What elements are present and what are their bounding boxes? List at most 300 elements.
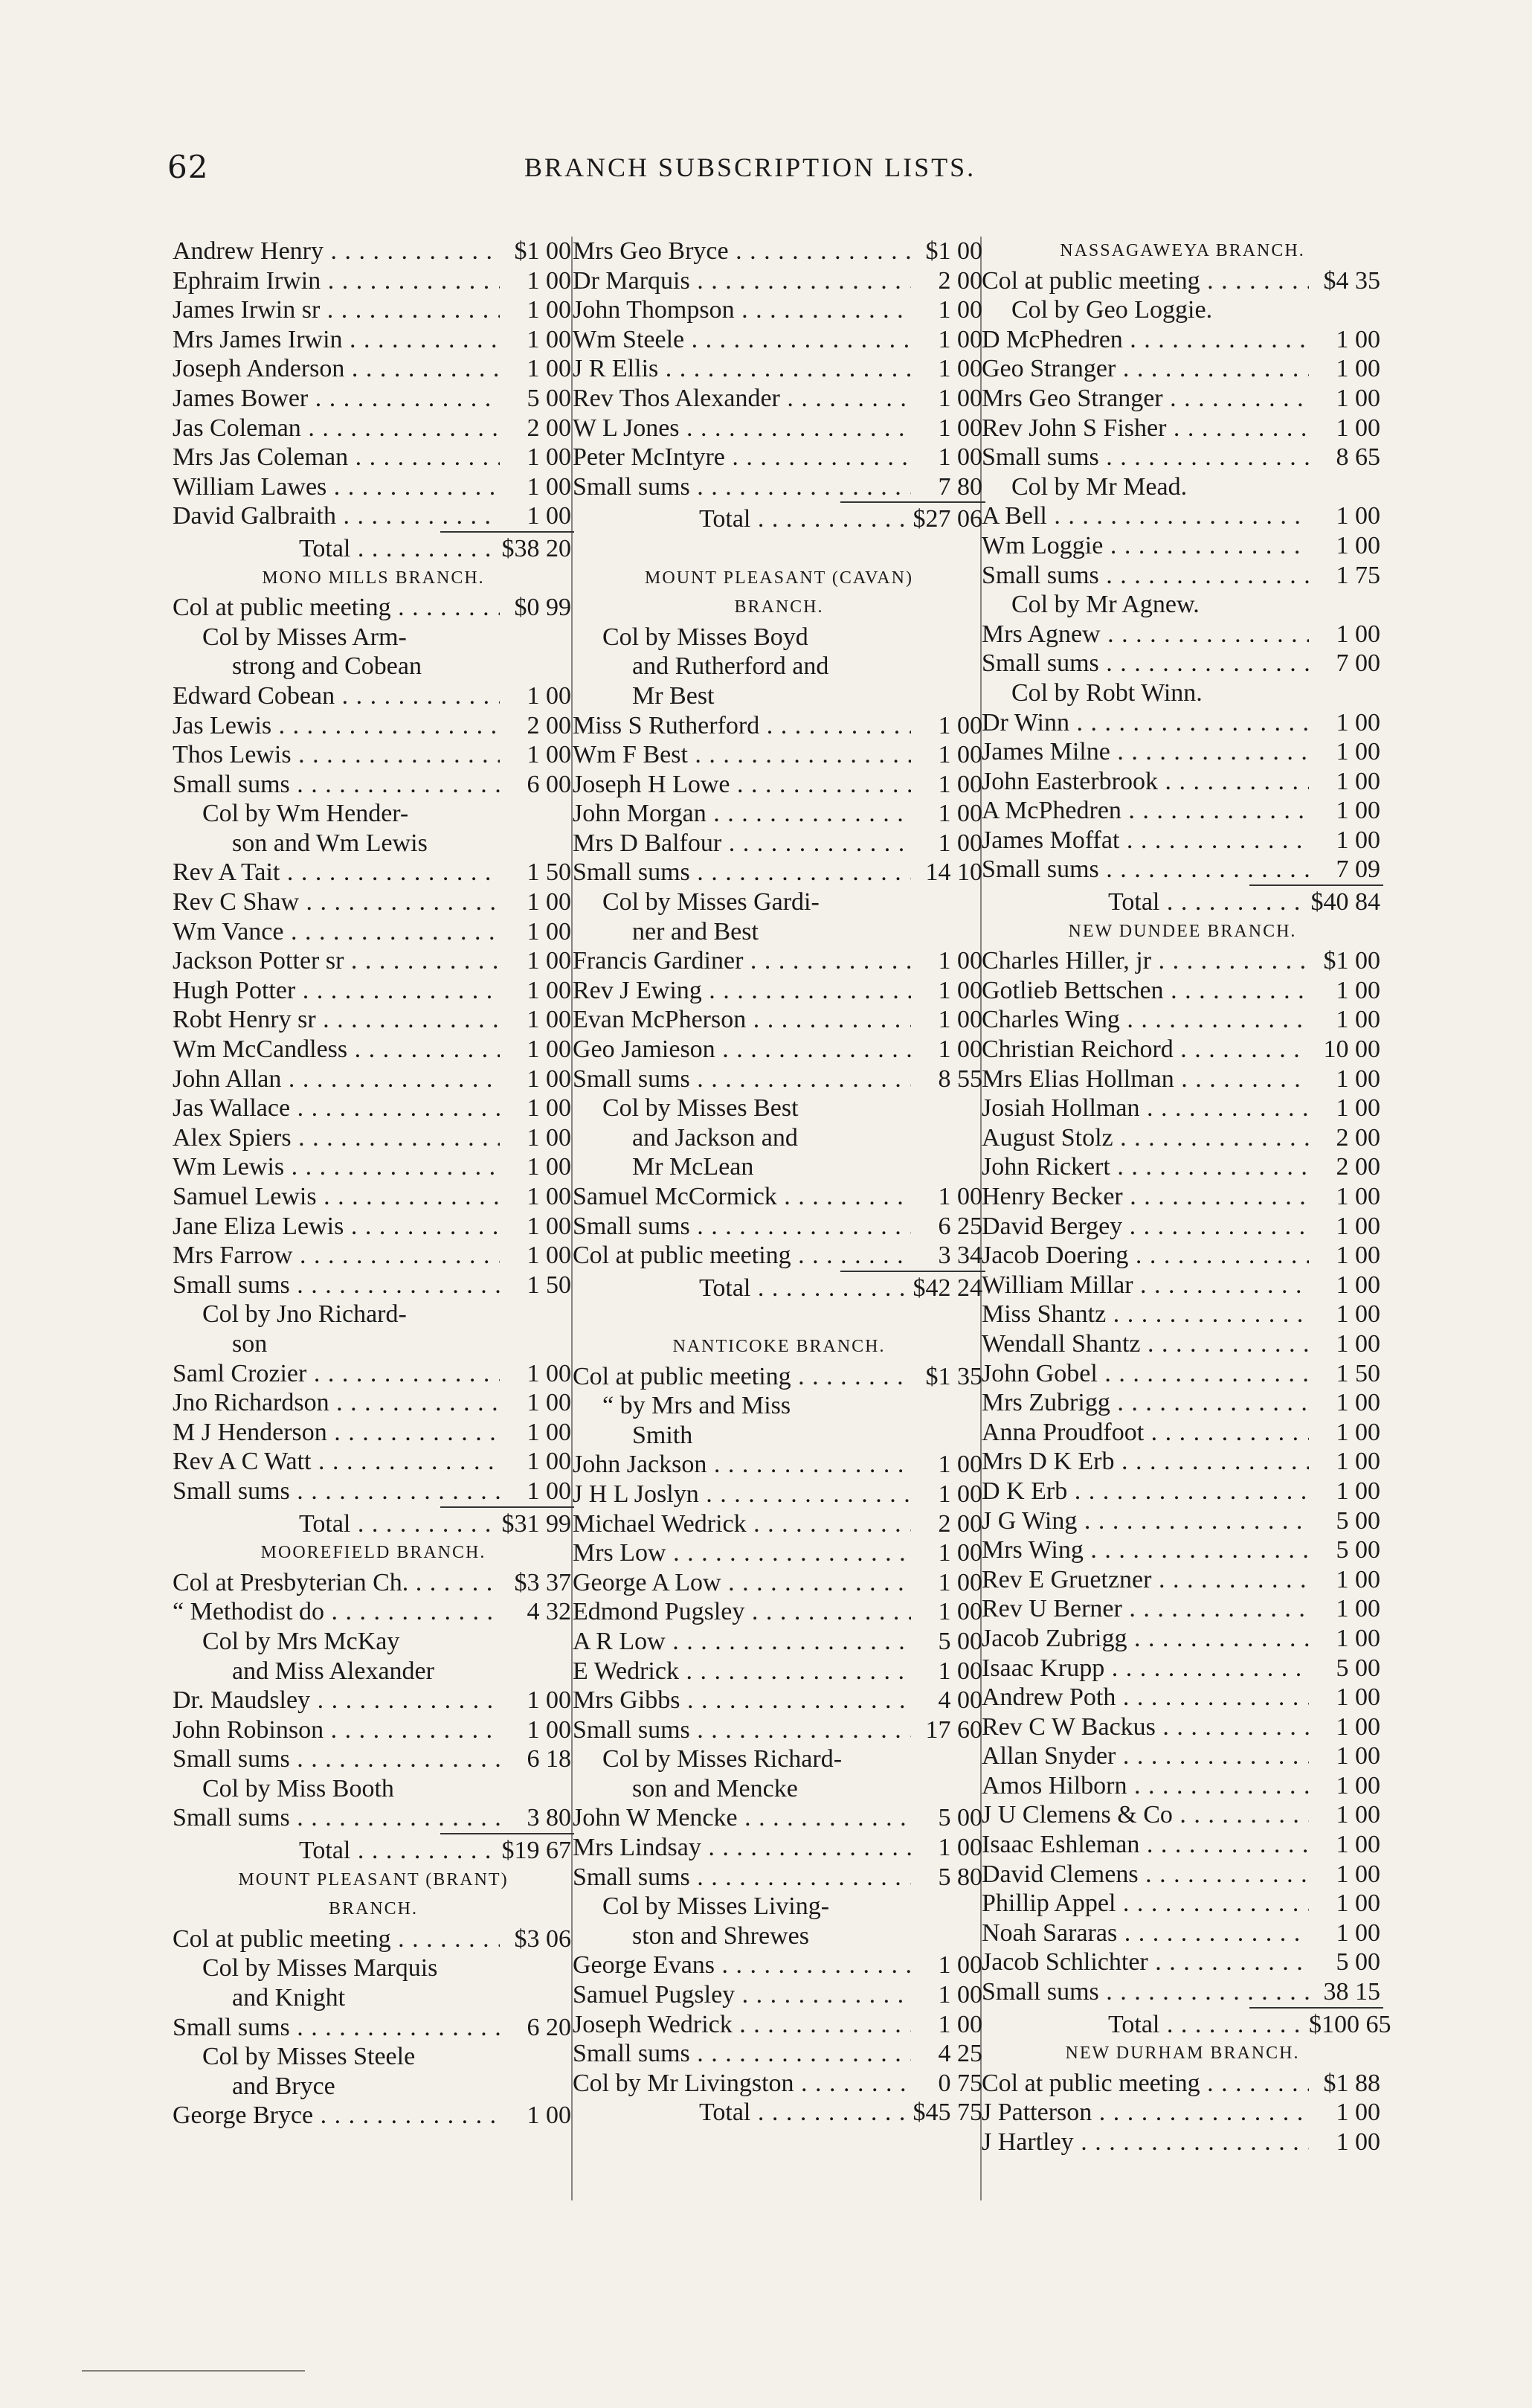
entry-name: David Clemens . . . bbox=[982, 1860, 1309, 1890]
entry-name: John Morgan . . . bbox=[573, 799, 911, 829]
entry-name: J G Wing . . . bbox=[982, 1506, 1309, 1536]
entry-name: “ by Mrs and Miss bbox=[602, 1392, 791, 1420]
entry-name: Anna Proudfoot . . . bbox=[982, 1418, 1309, 1448]
collector-note bbox=[573, 1094, 985, 1123]
subscription-entry bbox=[573, 711, 985, 741]
branch-total bbox=[982, 887, 1383, 917]
total-label: Total . . . bbox=[982, 2010, 1309, 2040]
subscription-entry bbox=[982, 531, 1383, 561]
page-header bbox=[167, 149, 1372, 193]
entry-amount: 1 00 bbox=[938, 2010, 982, 2038]
subscription-entry bbox=[982, 1094, 1383, 1123]
subscription-entry bbox=[173, 1803, 574, 1833]
entry-amount: 1 00 bbox=[938, 1183, 982, 1210]
entry-amount: 1 00 bbox=[938, 829, 982, 857]
subscription-entry bbox=[982, 1860, 1383, 1890]
entry-name: W L Jones . . . bbox=[573, 414, 911, 443]
subscription-entry bbox=[573, 1863, 985, 1892]
entry-amount: 1 00 bbox=[1336, 1271, 1380, 1299]
entry-amount: $1 00 bbox=[514, 237, 571, 265]
entry-name: Samuel McCormick . . . bbox=[573, 1182, 911, 1212]
entry-name: John W Mencke . . . bbox=[573, 1803, 911, 1833]
entry-amount: $0 99 bbox=[514, 594, 571, 622]
entry-amount: 1 00 bbox=[527, 502, 571, 530]
entry-amount: 1 00 bbox=[527, 1153, 571, 1181]
subscription-entry bbox=[173, 1123, 574, 1153]
entry-amount: 4 32 bbox=[527, 1598, 571, 1626]
entry-amount: 1 00 bbox=[1336, 708, 1380, 736]
entry-amount: 2 00 bbox=[1336, 1153, 1380, 1181]
entry-name: David Bergey . . . bbox=[982, 1212, 1309, 1242]
subscription-entry bbox=[573, 472, 985, 502]
subscription-entry bbox=[982, 1300, 1383, 1329]
entry-name: Evan McPherson . . . bbox=[573, 1005, 911, 1035]
entry-amount: 1 00 bbox=[1336, 1477, 1380, 1505]
entry-name: John Robinson . . . bbox=[173, 1715, 500, 1745]
subscription-entry bbox=[982, 1182, 1383, 1212]
entry-name: Hugh Potter . . . bbox=[173, 976, 500, 1006]
entry-name: Samuel Pugsley . . . bbox=[573, 1980, 911, 2010]
entry-amount: 1 00 bbox=[1336, 1065, 1380, 1093]
entry-name: John Thompson . . . bbox=[573, 295, 911, 325]
entry-amount: 1 00 bbox=[1336, 797, 1380, 825]
entry-amount: 1 00 bbox=[527, 296, 571, 324]
entry-amount: 1 00 bbox=[1336, 1771, 1380, 1799]
entry-amount: 7 00 bbox=[1336, 649, 1380, 678]
entry-name: J H L Joslyn . . . bbox=[573, 1480, 911, 1509]
entry-amount: 1 00 bbox=[1336, 1683, 1380, 1712]
subscription-entry bbox=[173, 1477, 574, 1506]
subscription-entry bbox=[173, 1212, 574, 1242]
subscription-entry bbox=[982, 767, 1383, 797]
branch-heading-text: MOUNT PLEASANT (CAVAN) bbox=[645, 568, 913, 588]
entry-amount: 1 00 bbox=[938, 1006, 982, 1034]
subscription-entry bbox=[173, 1597, 574, 1627]
subscription-entry bbox=[573, 770, 985, 800]
collector-note bbox=[573, 1391, 985, 1421]
subscription-entry bbox=[573, 858, 985, 887]
entry-amount: 6 25 bbox=[938, 1212, 982, 1240]
entry-name: Wm Loggie . . . bbox=[982, 531, 1309, 561]
entry-name: Francis Gardiner . . . bbox=[573, 946, 911, 976]
entry-amount: 6 00 bbox=[527, 770, 571, 798]
entry-amount: $1 88 bbox=[1323, 2069, 1380, 2097]
subscription-entry bbox=[982, 1535, 1383, 1565]
entry-name: Col by Misses Marquis bbox=[202, 1954, 438, 1982]
entry-name: Small sums . . . bbox=[173, 1744, 500, 1774]
entry-name: Small sums . . . bbox=[982, 1977, 1309, 2007]
entry-name: Mrs D K Erb . . . bbox=[982, 1447, 1309, 1477]
entry-amount: $1 00 bbox=[1323, 947, 1380, 975]
collector-note bbox=[573, 1921, 985, 1951]
subscription-entry bbox=[982, 1359, 1383, 1389]
subscription-entry bbox=[573, 266, 985, 296]
entry-name: Mr Best bbox=[632, 681, 715, 710]
collector-note bbox=[573, 623, 985, 652]
entry-name: ner and Best bbox=[632, 917, 759, 945]
entry-name: Col by Misses Richard- bbox=[602, 1745, 843, 1773]
subscription-entry bbox=[982, 855, 1383, 884]
subscription-entry bbox=[573, 829, 985, 858]
entry-name: Small sums . . . bbox=[173, 1477, 500, 1506]
collector-note bbox=[573, 1744, 985, 1774]
subscription-entry bbox=[982, 1447, 1383, 1477]
entry-name: Wm McCandless . . . bbox=[173, 1035, 500, 1065]
subscription-entry bbox=[982, 443, 1383, 472]
entry-amount: 1 00 bbox=[527, 1065, 571, 1093]
entry-name: James Bower . . . bbox=[173, 384, 500, 414]
entry-name: Phillip Appel . . . bbox=[982, 1889, 1309, 1919]
subscription-entry bbox=[982, 1565, 1383, 1595]
entry-name: Col by Robt Winn. bbox=[1011, 678, 1203, 707]
entry-amount: 1 00 bbox=[1336, 325, 1380, 353]
entry-name: and Rutherford and bbox=[632, 652, 829, 681]
entry-amount: 38 15 bbox=[1323, 1978, 1380, 2006]
entry-name: Rev E Gruetzner . . . bbox=[982, 1565, 1309, 1595]
entry-name: Jacob Schlichter . . . bbox=[982, 1948, 1309, 1977]
entry-amount: 1 00 bbox=[527, 1389, 571, 1417]
entry-name: son bbox=[232, 1329, 268, 1358]
subscription-entry bbox=[982, 1771, 1383, 1801]
entry-amount: 1 00 bbox=[1336, 826, 1380, 854]
subscription-column-3 bbox=[982, 237, 1391, 2157]
subscription-entry bbox=[982, 1919, 1383, 1948]
entry-name: son and Wm Lewis bbox=[232, 829, 428, 857]
branch-total bbox=[573, 504, 985, 534]
subscription-entry bbox=[173, 711, 574, 741]
entry-name: Small sums . . . bbox=[573, 472, 911, 502]
spacer bbox=[573, 1303, 985, 1332]
entry-name: Amos Hilborn . . . bbox=[982, 1771, 1309, 1801]
branch-heading bbox=[173, 564, 574, 594]
total-amount: $40 84 bbox=[1310, 888, 1380, 916]
collector-note bbox=[173, 2042, 574, 2072]
entry-amount: 7 09 bbox=[1336, 855, 1380, 884]
entry-amount: 1 00 bbox=[938, 1568, 982, 1596]
entry-name: Rev John S Fisher . . . bbox=[982, 414, 1309, 443]
entry-name: and Knight bbox=[232, 1984, 346, 2012]
entry-name: Rev C Shaw . . . bbox=[173, 887, 500, 917]
entry-name: Col at public meeting . . . bbox=[573, 1362, 911, 1392]
entry-name: Small sums . . . bbox=[982, 649, 1309, 678]
subscription-entry bbox=[982, 561, 1383, 591]
subscription-column-1 bbox=[173, 237, 574, 2131]
entry-amount: 2 00 bbox=[527, 711, 571, 739]
subscription-entry bbox=[982, 737, 1383, 767]
entry-amount: 1 00 bbox=[1336, 1183, 1380, 1210]
entry-amount: 0 75 bbox=[938, 2069, 982, 2097]
entry-name: Small sums . . . bbox=[173, 2013, 500, 2043]
entry-amount: 17 60 bbox=[925, 1715, 982, 1744]
entry-amount: 1 50 bbox=[1336, 1359, 1380, 1387]
total-amount: $100 65 bbox=[1309, 2010, 1391, 2038]
entry-name: Geo Jamieson . . . bbox=[573, 1035, 911, 1065]
entry-name: Col by Mr Agnew. bbox=[1011, 591, 1200, 619]
entry-amount: 6 18 bbox=[527, 1745, 571, 1773]
entry-name: Col by Misses Steele bbox=[202, 2043, 416, 2071]
branch-heading-text: NASSAGAWEYA BRANCH. bbox=[1060, 241, 1305, 260]
subscription-entry bbox=[982, 354, 1383, 384]
entry-name: Rev A Tait . . . bbox=[173, 858, 500, 887]
subscription-entry bbox=[573, 1951, 985, 1980]
entry-name: Col at public meeting . . . bbox=[573, 1241, 911, 1271]
subscription-entry bbox=[173, 1568, 574, 1598]
entry-amount: 1 00 bbox=[938, 1480, 982, 1508]
entry-amount: 1 00 bbox=[1336, 1565, 1380, 1593]
entry-amount: 1 00 bbox=[938, 414, 982, 442]
subscription-entry bbox=[173, 266, 574, 296]
collector-note bbox=[573, 652, 985, 681]
entry-amount: 1 00 bbox=[1336, 767, 1380, 795]
entry-amount: 10 00 bbox=[1323, 1036, 1380, 1064]
entry-amount: 5 00 bbox=[938, 1627, 982, 1655]
subscription-entry bbox=[573, 1362, 985, 1392]
subscription-entry bbox=[173, 2013, 574, 2043]
entry-name: Col by Mr Livingston . . . bbox=[573, 2069, 911, 2099]
subscription-entry bbox=[173, 354, 574, 384]
branch-heading-text: BRANCH. bbox=[328, 1899, 419, 1919]
entry-name: Col by Mrs McKay bbox=[202, 1627, 400, 1655]
entry-name: M J Henderson . . . bbox=[173, 1418, 500, 1448]
entry-name: Col at public meeting . . . bbox=[173, 1924, 500, 1954]
subscription-entry bbox=[573, 237, 985, 266]
subscription-entry bbox=[982, 414, 1383, 443]
subscription-entry bbox=[173, 887, 574, 917]
subscription-entry bbox=[982, 1035, 1383, 1065]
subscription-entry bbox=[573, 976, 985, 1006]
branch-heading bbox=[173, 1538, 574, 1568]
entry-name: and Bryce bbox=[232, 2072, 335, 2100]
subscription-entry bbox=[573, 443, 985, 472]
entry-amount: $4 35 bbox=[1323, 266, 1380, 295]
subscription-entry bbox=[982, 384, 1383, 414]
subscription-entry bbox=[573, 2039, 985, 2069]
entry-name: Small sums . . . bbox=[573, 1065, 911, 1094]
entry-amount: 5 00 bbox=[527, 384, 571, 412]
subscription-entry bbox=[982, 1712, 1383, 1742]
entry-amount: 1 00 bbox=[1336, 1595, 1380, 1623]
subscription-entry bbox=[982, 325, 1383, 355]
entry-name: James Moffat . . . bbox=[982, 826, 1309, 855]
entry-amount: 1 00 bbox=[1336, 1329, 1380, 1358]
branch-heading-text: NANTICOKE BRANCH. bbox=[672, 1336, 886, 1356]
entry-name: Col at public meeting . . . bbox=[982, 266, 1309, 296]
subscription-entry bbox=[982, 1654, 1383, 1683]
subscription-entry bbox=[982, 1683, 1383, 1712]
entry-amount: 1 00 bbox=[938, 1598, 982, 1626]
entry-name: Geo Stranger . . . bbox=[982, 354, 1309, 384]
entry-amount: 3 80 bbox=[527, 1804, 571, 1832]
total-label: Total . . . bbox=[173, 534, 500, 564]
entry-name: Rev Thos Alexander . . . bbox=[573, 384, 911, 414]
subscription-entry bbox=[173, 325, 574, 355]
entry-name: Joseph Wedrick . . . bbox=[573, 2010, 911, 2040]
entry-name: Wm Steele . . . bbox=[573, 325, 911, 355]
subscription-entry bbox=[573, 1241, 985, 1271]
entry-name: David Galbraith . . . bbox=[173, 501, 500, 531]
running-title: BRANCH SUBSCRIPTION LISTS. bbox=[524, 152, 976, 182]
branch-heading-text: MOOREFIELD BRANCH. bbox=[260, 1543, 486, 1563]
entry-amount: 8 65 bbox=[1336, 443, 1380, 472]
subscription-entry bbox=[982, 1741, 1383, 1771]
entry-amount: 1 00 bbox=[938, 711, 982, 739]
entry-name: son and Mencke bbox=[632, 1774, 798, 1802]
entry-name: Col by Mr Mead. bbox=[1011, 472, 1188, 501]
entry-name: Mrs Farrow . . . bbox=[173, 1241, 500, 1271]
entry-amount: 1 00 bbox=[1336, 384, 1380, 412]
entry-amount: 1 00 bbox=[527, 1123, 571, 1152]
entry-amount: 1 00 bbox=[1336, 620, 1380, 648]
entry-name: George Evans . . . bbox=[573, 1951, 911, 1980]
branch-heading bbox=[573, 564, 985, 594]
collector-note bbox=[173, 1300, 574, 1329]
entry-amount: 1 00 bbox=[1336, 1742, 1380, 1770]
entry-name: John Jackson . . . bbox=[573, 1450, 911, 1480]
subscription-entry bbox=[173, 1359, 574, 1389]
entry-name: Andrew Poth . . . bbox=[982, 1683, 1309, 1712]
entry-name: John Easterbrook . . . bbox=[982, 767, 1309, 797]
total-amount: $19 67 bbox=[501, 1837, 571, 1865]
collector-note bbox=[173, 1953, 574, 1983]
subscription-entry bbox=[573, 799, 985, 829]
entry-name: Rev A C Watt . . . bbox=[173, 1447, 500, 1477]
entry-name: Small sums . . . bbox=[173, 1803, 500, 1833]
entry-amount: 4 25 bbox=[938, 2040, 982, 2068]
entry-amount: 5 00 bbox=[938, 1804, 982, 1832]
subscription-entry bbox=[573, 1035, 985, 1065]
entry-name: Henry Becker . . . bbox=[982, 1182, 1309, 1212]
branch-heading-text: MONO MILLS BRANCH. bbox=[262, 568, 485, 588]
entry-amount: 1 00 bbox=[527, 1094, 571, 1123]
entry-name: Wendall Shantz . . . bbox=[982, 1329, 1309, 1359]
entry-name: Wm Vance . . . bbox=[173, 917, 500, 947]
collector-note bbox=[573, 887, 985, 917]
entry-amount: 5 00 bbox=[1336, 1654, 1380, 1682]
entry-name: and Miss Alexander bbox=[232, 1657, 434, 1685]
subscription-entry bbox=[573, 1568, 985, 1598]
subscription-entry bbox=[982, 1271, 1383, 1300]
subscription-entry bbox=[982, 1800, 1383, 1830]
entry-amount: 1 00 bbox=[1336, 2099, 1380, 2127]
entry-amount: 5 00 bbox=[1336, 1506, 1380, 1535]
entry-name: Mrs Geo Stranger . . . bbox=[982, 384, 1309, 414]
branch-heading-text: MOUNT PLEASANT (BRANT) bbox=[238, 1869, 509, 1890]
entry-name: Mrs Gibbs . . . bbox=[573, 1686, 911, 1715]
subscription-entry bbox=[982, 1388, 1383, 1418]
subscription-entry bbox=[982, 620, 1383, 649]
subscription-entry bbox=[982, 1477, 1383, 1506]
entry-name: James Irwin sr . . . bbox=[173, 295, 500, 325]
entry-amount: 1 00 bbox=[938, 1036, 982, 1064]
branch-heading bbox=[982, 917, 1383, 947]
entry-name: E Wedrick . . . bbox=[573, 1657, 911, 1686]
entry-name: ston and Shrewes bbox=[632, 1921, 809, 1950]
subscription-entry bbox=[173, 501, 574, 531]
entry-name: Small sums . . . bbox=[573, 2039, 911, 2069]
subscription-entry bbox=[173, 237, 574, 266]
entry-amount: 1 00 bbox=[938, 1539, 982, 1567]
entry-name: Col by Misses Gardi- bbox=[602, 888, 820, 916]
entry-amount: 1 00 bbox=[1336, 1448, 1380, 1476]
subscription-entry bbox=[573, 1065, 985, 1094]
collector-note bbox=[573, 917, 985, 947]
subscription-entry bbox=[982, 976, 1383, 1006]
entry-amount: 7 80 bbox=[938, 472, 982, 501]
entry-name: August Stolz . . . bbox=[982, 1123, 1309, 1153]
entry-amount: 1 50 bbox=[527, 1271, 571, 1299]
entry-name: Isaac Krupp . . . bbox=[982, 1654, 1309, 1683]
subscription-entry bbox=[982, 1241, 1383, 1271]
entry-name: Jas Wallace . . . bbox=[173, 1094, 500, 1123]
entry-amount: 1 00 bbox=[1336, 1919, 1380, 1947]
subscription-entry bbox=[982, 1212, 1383, 1242]
subscription-entry bbox=[982, 1005, 1383, 1035]
subscription-entry bbox=[573, 1538, 985, 1568]
subscription-entry bbox=[982, 796, 1383, 826]
entry-amount: 2 00 bbox=[527, 414, 571, 442]
entry-name: Col by Misses Best bbox=[602, 1094, 799, 1123]
subscription-entry bbox=[173, 1065, 574, 1094]
collector-note bbox=[173, 1774, 574, 1804]
subscription-entry bbox=[173, 681, 574, 711]
entry-name: James Milne . . . bbox=[982, 737, 1309, 767]
entry-name: Mrs Zubrigg . . . bbox=[982, 1388, 1309, 1418]
subscription-entry bbox=[982, 2098, 1383, 2128]
entry-name: Jacob Zubrigg . . . bbox=[982, 1624, 1309, 1654]
subscription-entry bbox=[573, 1715, 985, 1745]
subscription-entry bbox=[173, 740, 574, 770]
branch-total bbox=[982, 2010, 1391, 2040]
subscription-entry bbox=[173, 1388, 574, 1418]
collector-note bbox=[573, 1421, 985, 1451]
entry-name: Miss S Rutherford . . . bbox=[573, 711, 911, 741]
entry-name: Dr Winn . . . bbox=[982, 708, 1309, 738]
entry-name: Gotlieb Bettschen . . . bbox=[982, 976, 1309, 1006]
subscription-entry bbox=[982, 1830, 1383, 1860]
subscription-entry bbox=[573, 2069, 985, 2099]
subscription-entry bbox=[173, 1715, 574, 1745]
entry-name: Noah Sararas . . . bbox=[982, 1919, 1309, 1948]
branch-total bbox=[173, 534, 574, 564]
collector-note bbox=[173, 1657, 574, 1686]
entry-amount: 1 00 bbox=[527, 1183, 571, 1210]
branch-heading bbox=[573, 1332, 985, 1362]
entry-name: D McPhedren . . . bbox=[982, 325, 1309, 355]
entry-amount: 1 00 bbox=[527, 917, 571, 945]
entry-name: Alex Spiers . . . bbox=[173, 1123, 500, 1153]
entry-amount: 6 20 bbox=[527, 2013, 571, 2041]
entry-name: Mrs D Balfour . . . bbox=[573, 829, 911, 858]
entry-amount: 1 00 bbox=[1336, 1801, 1380, 1829]
entry-name: J Hartley . . . bbox=[982, 2128, 1309, 2157]
entry-name: Robt Henry sr . . . bbox=[173, 1005, 500, 1035]
subscription-entry bbox=[173, 1686, 574, 1715]
subscription-entry bbox=[173, 1241, 574, 1271]
subscription-entry bbox=[173, 1447, 574, 1477]
entry-amount: 2 00 bbox=[938, 1509, 982, 1538]
entry-name: Smith bbox=[632, 1421, 693, 1449]
entry-amount: 1 00 bbox=[938, 1451, 982, 1479]
collector-note bbox=[173, 652, 574, 681]
entry-name: Mr McLean bbox=[632, 1153, 754, 1181]
entry-amount: 1 00 bbox=[938, 296, 982, 324]
entry-name: Mrs James Irwin . . . bbox=[173, 325, 500, 355]
entry-name: Dr Marquis . . . bbox=[573, 266, 911, 296]
entry-name: Michael Wedrick . . . bbox=[573, 1509, 911, 1539]
entry-amount: 1 00 bbox=[938, 800, 982, 828]
subscription-entry bbox=[982, 1624, 1383, 1654]
entry-amount: 1 00 bbox=[527, 681, 571, 710]
